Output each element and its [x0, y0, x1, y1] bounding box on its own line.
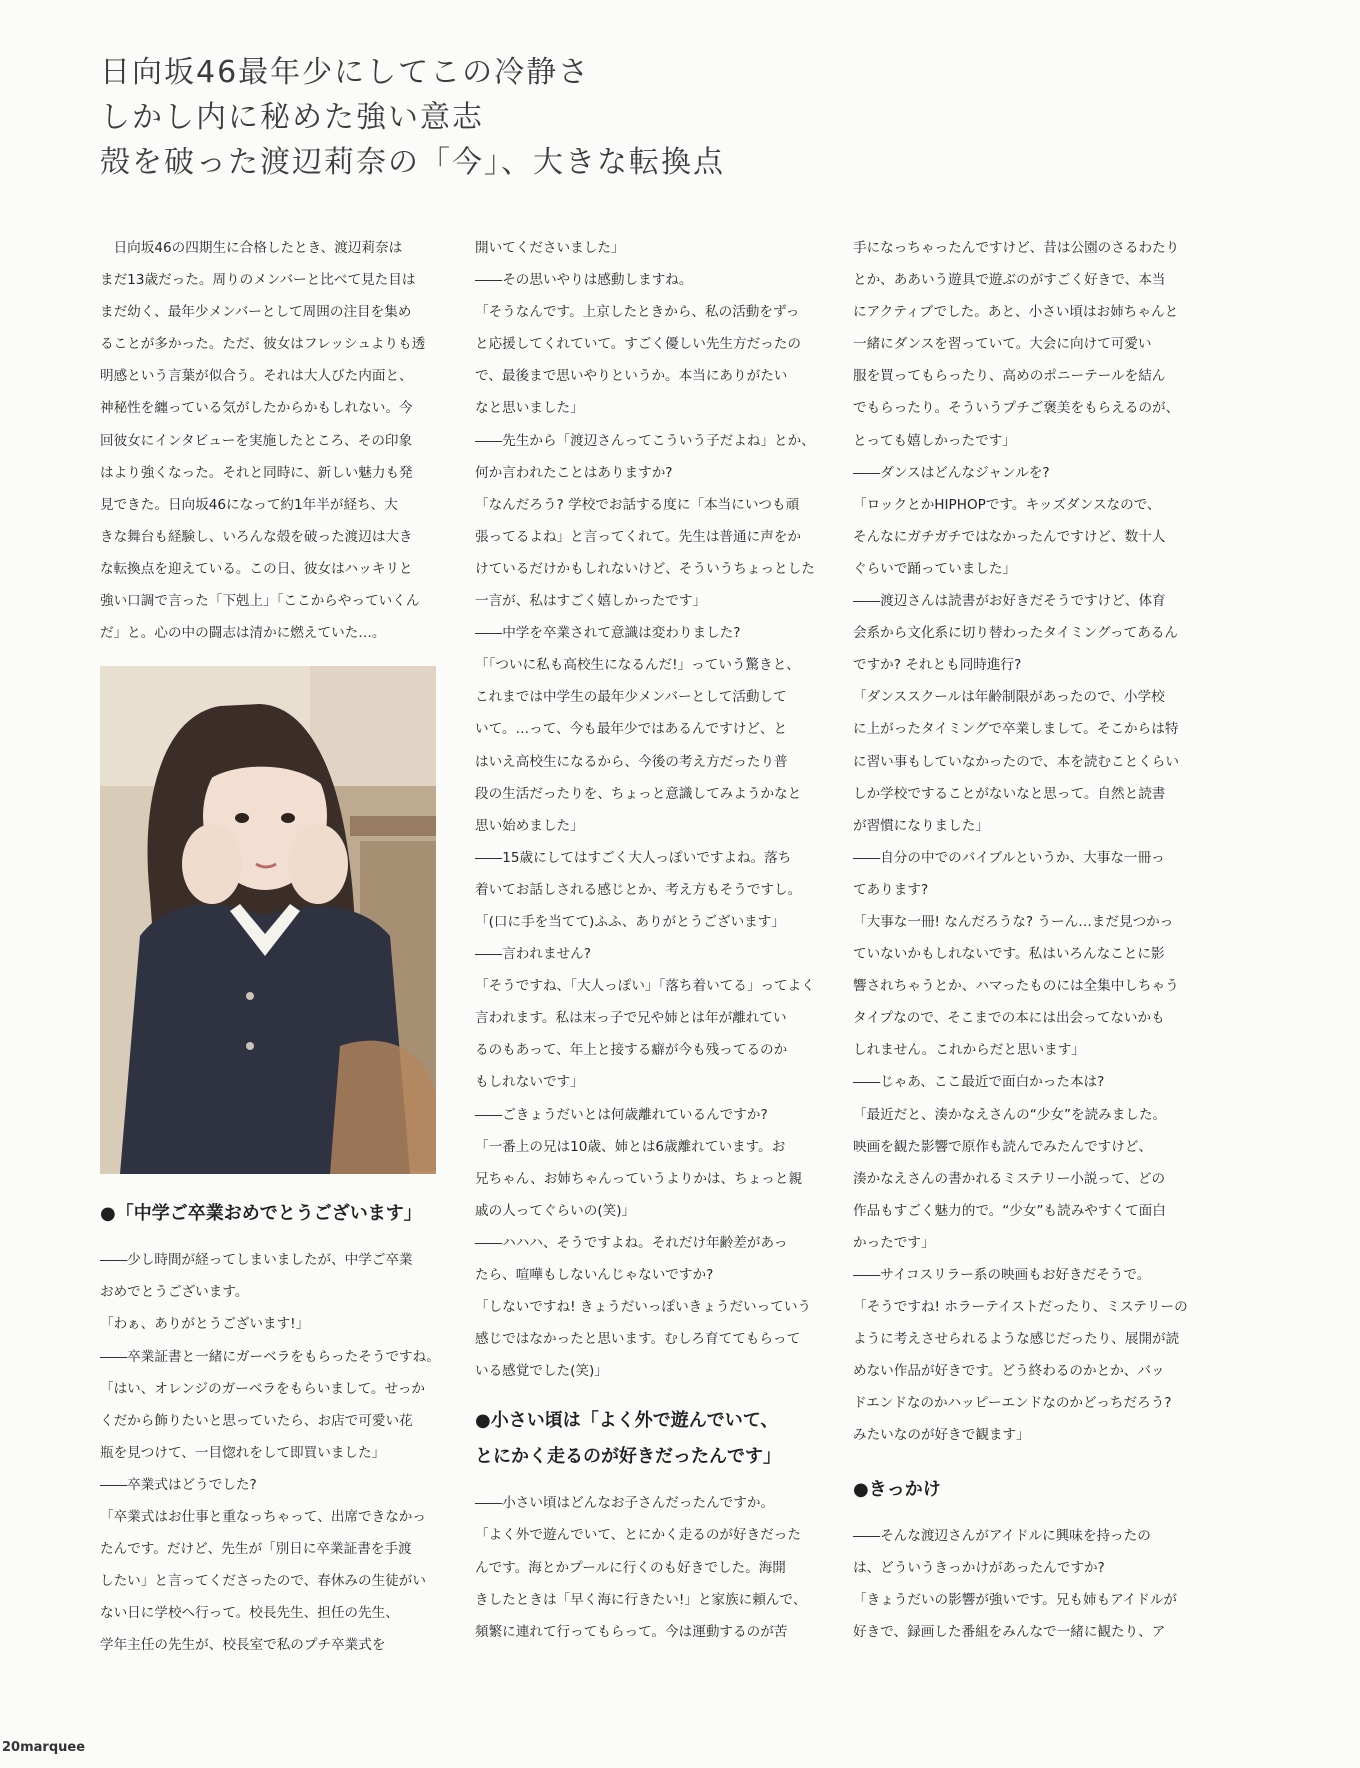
text-line: はより強くなった。それと同時に、新しい魅力も発: [100, 464, 413, 481]
text-line: 「しないですね! きょうだいっぽいきょうだいっていう: [475, 1299, 812, 1316]
text-line: 「はい、オレンジのガーベラをもらいまして。せっか: [100, 1380, 426, 1397]
text-line: 言われます。私は末っ子で兄や姉とは年が離れてい: [475, 1010, 787, 1027]
headline-line: 日向坂46最年少にしてこの冷静さ: [100, 55, 591, 90]
text-line: ――サイコスリラー系の映画もお好きだそうで。: [853, 1267, 1151, 1283]
text-line: めない作品が好きです。どう終わるのかとか、バッ: [853, 1363, 1165, 1380]
text-line: ――卒業証書と一緒にガーベラをもらったそうですね。: [100, 1348, 440, 1365]
text-line: に上がったタイミングで卒業しまして。そこからは特: [853, 721, 1179, 738]
text-line: ――少し時間が経ってしまいましたが、中学ご卒業: [100, 1252, 413, 1269]
text-line: 一言が、私はすごく嬉しかったです」: [475, 593, 707, 610]
text-line: とっても嬉しかったです」: [853, 432, 1016, 449]
headline-line: しかし内に秘めた強い意志: [100, 100, 484, 135]
text-line: 「そうですね! ホラーテイストだったり、ミステリーの: [853, 1299, 1188, 1316]
section-heading: ●「中学ご卒業おめでとうございます」: [100, 1203, 422, 1225]
text-line: 「わぁ、ありがとうございます!」: [100, 1316, 310, 1333]
text-line: 「きょうだいの影響が強いです。兄も姉もアイドルが: [853, 1591, 1177, 1608]
text-line: ――卒業式はどうでした?: [100, 1476, 257, 1493]
text-line: ることが多かった。ただ、彼女はフレッシュよりも透: [100, 336, 426, 353]
text-line: 日向坂46の四期生に合格したとき、渡辺莉奈は: [100, 240, 403, 256]
text-line: ――ごきょうだいとは何歳離れているんですか?: [475, 1106, 768, 1123]
portrait-photo: [100, 666, 436, 1174]
text-line: ――言われません?: [475, 946, 591, 963]
text-line: 「なんだろう? 学校でお話する度に「本当にいつも頑: [475, 496, 800, 513]
text-line: ぐらいで踊っていました」: [853, 560, 1017, 577]
section-heading-line: ●小さい頃は「よく外で遊んでいて、: [475, 1410, 779, 1432]
text-line: ――15歳にしてはすごく大人っぽいですよね。落ち: [475, 849, 792, 866]
text-line: ――小さい頃はどんなお子さんだったんですか。: [475, 1495, 775, 1512]
text-line: しれません。これからだと思います」: [853, 1042, 1085, 1059]
text-line: 瓶を見つけて、一目惚れをして即買いました」: [100, 1444, 386, 1461]
text-line: 「ダンススクールは年齢制限があったので、小学校: [853, 689, 1165, 706]
intro-text: [100, 232, 445, 649]
text-line: ――渡辺さんは読書がお好きだそうですけど、体育: [853, 593, 1166, 610]
text-line: ――先生から「渡辺さんってこういう子だよね」とか、: [475, 432, 815, 449]
text-line: けているだけかもしれないけど、そういうちょっとした: [475, 560, 815, 577]
text-line: てあります?: [853, 881, 929, 898]
text-line: は、どういうきっかけがあったんですか?: [853, 1559, 1105, 1576]
text-line: ですか? それとも同時進行?: [853, 657, 1022, 674]
text-line: ――中学を卒業されて意識は変わりました?: [475, 625, 741, 642]
text-line: きな舞台も経験し、いろんな殻を破った渡辺は大き: [100, 528, 413, 545]
text-line: 「よく外で遊んでいて、とにかく走るのが好きだった: [475, 1527, 801, 1544]
text-line: な転換点を迎えている。この日、彼女はハッキリと: [100, 560, 413, 577]
text-line: かったです」: [853, 1234, 935, 1251]
text-line: 「そうですね、「大人っぽい」「落ち着いてる」ってよく: [475, 978, 815, 995]
text-line: そんなにガチガチではなかったんですけど、数十人: [853, 528, 1166, 545]
text-line: したい」と言ってくださったので、春休みの生徒がい: [100, 1573, 426, 1590]
text-line: 着いてお話しされる感じとか、考え方もそうですし。: [475, 881, 802, 898]
text-line: 戚の人ってぐらいの(笑)」: [475, 1202, 636, 1219]
text-line: 見できた。日向坂46になって約1年半が経ち、大: [100, 496, 398, 513]
text-line: で、最後まで思いやりというか。本当にありがたい: [475, 368, 788, 385]
text-line: 湊かなえさんの書かれるミステリー小説って、どの: [853, 1170, 1166, 1187]
text-line: これまでは中学生の最年少メンバーとして活動して: [475, 689, 787, 706]
text-line: でもらったり。そういうプチご褒美をもらえるのが、: [853, 400, 1180, 417]
text-line: 学年主任の先生が、校長室で私のプチ卒業式を: [100, 1637, 386, 1654]
text-line: 明感という言葉が似合う。それは大人びた内面と、: [100, 368, 413, 385]
text-line: 映画を観た影響で原作も読んでみたんですけど、: [853, 1138, 1153, 1155]
text-line: とか、ああいう遊具で遊ぶのがすごく好きで、本当: [853, 272, 1166, 289]
text-line: 強い口調で言った「下剋上」「ここからやっていくん: [100, 593, 420, 610]
text-line: 頻繁に連れて行ってもらって。今は運動するのが苦: [475, 1623, 788, 1640]
text-line: 段の生活だったりを、ちょっと意識してみようかなと: [475, 785, 802, 802]
text-line: 神秘性を纏っている気がしたからかもしれない。今: [100, 400, 413, 417]
text-line: だ」と。心の中の闘志は清かに燃えていた…。: [100, 625, 386, 642]
text-line: 作品もすごく魅力的で。“少女”も読みやすくて面白: [853, 1202, 1166, 1219]
section-heading: [475, 1403, 820, 1475]
text-line: いる感覚でした(笑)」: [475, 1363, 608, 1380]
text-line: 「大事な一冊! なんだろうな? うーん…まだ見つかっ: [853, 913, 1174, 930]
text-line: たら、喧嘩もしないんじゃないですか?: [475, 1267, 714, 1283]
text-line: ように考えさせられるような感じだったり、展開が読: [853, 1331, 1180, 1348]
text-line: ていないかもしれないです。私はいろんなことに影: [853, 946, 1165, 963]
text-line: タイプなので、そこまでの本には出会ってないかも: [853, 1010, 1165, 1027]
column-2: [475, 232, 820, 1648]
text-line: 何か言われたことはありますか?: [475, 464, 673, 481]
text-line: るのもあって、年上と接する癖が今も残ってるのか: [475, 1042, 788, 1059]
text-line: みたいなのが好きで観ます」: [853, 1427, 1030, 1444]
headline-line: 殻を破った渡辺莉奈の「今」、大きな転換点: [100, 145, 725, 180]
text-line: と応援してくれていて。すごく優しい先生方だったの: [475, 336, 801, 353]
text-line: 張ってるよね」と言ってくれて。先生は普通に声をか: [475, 528, 801, 545]
text-line: が習慣になりました」: [853, 817, 989, 834]
text-line: 服を買ってもらったり、高めのポニーテールを結ん: [853, 368, 1166, 385]
text-line: まだ13歳だった。周りのメンバーと比べて見た目は: [100, 272, 416, 289]
text-line: たんです。だけど、先生が「別日に卒業証書を手渡: [100, 1541, 412, 1558]
text-line: おめでとうございます。: [100, 1284, 249, 1301]
text-line: 会系から文化系に切り替わったタイミングってあるん: [853, 625, 1179, 642]
text-line: 「一番上の兄は10歳、姉とは6歳離れています。お: [475, 1138, 786, 1155]
text-line: ――その思いやりは感動しますね。: [475, 272, 693, 289]
text-line: いて。…って、今も最年少ではあるんですけど、と: [475, 721, 788, 738]
text-line: 響されちゃうとか、ハマったものには全集中しちゃう: [853, 978, 1179, 995]
text-line: 一緒にダンスを習っていて。大会に向けて可愛い: [853, 336, 1152, 353]
text-line: 「ロックとかHIPHOPです。キッズダンスなので、: [853, 496, 1161, 513]
text-line: なと思いました」: [475, 400, 584, 417]
text-line: に習い事もしていなかったので、本を読むことくらい: [853, 753, 1179, 770]
text-line: 好きで、録画した番組をみんなで一緒に観たり、ア: [853, 1623, 1166, 1640]
text-line: 「最近だと、湊かなえさんの“少女”を読みました。: [853, 1106, 1167, 1123]
text-line: ドエンドなのかハッピーエンドなのかどっちだろう?: [853, 1395, 1172, 1412]
text-line: ――ダンスはどんなジャンルを?: [853, 464, 1050, 481]
text-line: 開いてくださいました」: [475, 240, 625, 256]
text-line: ――じゃあ、ここ最近で面白かった本は?: [853, 1074, 1105, 1091]
page-folio: 20marquee: [2, 1740, 86, 1755]
text-line: まだ幼く、最年少メンバーとして周囲の注目を集め: [100, 304, 412, 321]
text-line: 「「ついに私も高校生になるんだ!」っていう驚きと、: [475, 657, 800, 674]
text-line: んです。海とかプールに行くのも好きでした。海開: [475, 1559, 786, 1576]
text-line: 「(口に手を当てて)ふふ、ありがとうございます」: [475, 913, 785, 930]
text-line: はいえ高校生になるから、今後の考え方だったり普: [475, 753, 788, 770]
text-line: もしれないです」: [475, 1074, 584, 1091]
portrait-illustration: [100, 666, 436, 1174]
text-line: ――ハハハ、そうですよね。それだけ年齢差があっ: [475, 1234, 788, 1251]
section-heading-line: とにかく走るのが好きだったんです」: [475, 1446, 781, 1468]
text-line: ――そんな渡辺さんがアイドルに興味を持ったの: [853, 1527, 1151, 1544]
text-line: 「そうなんです。上京したときから、私の活動をずっ: [475, 304, 800, 321]
headline: [100, 50, 725, 185]
text-line: くだから飾りたいと思っていたら、お店で可愛い花: [100, 1412, 413, 1429]
text-line: 手になっちゃったんですけど、昔は公園のさるわたり: [853, 240, 1180, 256]
text-line: ――自分の中でのバイブルというか、大事な一冊っ: [853, 849, 1165, 866]
text-line: にアクティブでした。あと、小さい頃はお姉ちゃんと: [853, 304, 1179, 321]
text-line: 思い始めました」: [475, 817, 584, 834]
section-heading: ●きっかけ: [853, 1478, 941, 1500]
text-line: 感じではなかったと思います。むしろ育ててもらって: [475, 1331, 801, 1348]
text-line: きしたときは「早く海に行きたい!」と家族に頼んで、: [475, 1591, 807, 1608]
text-line: ない日に学校へ行って。校長先生、担任の先生、: [100, 1605, 399, 1622]
text-line: しか学校ですることがないなと思って。自然と読書: [853, 785, 1166, 802]
text-line: 「卒業式はお仕事と重なっちゃって、出席できなかっ: [100, 1508, 426, 1525]
text-line: 兄ちゃん、お姉ちゃんっていうよりかは、ちょっと親: [475, 1170, 803, 1187]
column-3: [853, 232, 1198, 1648]
text-line: 回彼女にインタビューを実施したところ、その印象: [100, 432, 413, 449]
